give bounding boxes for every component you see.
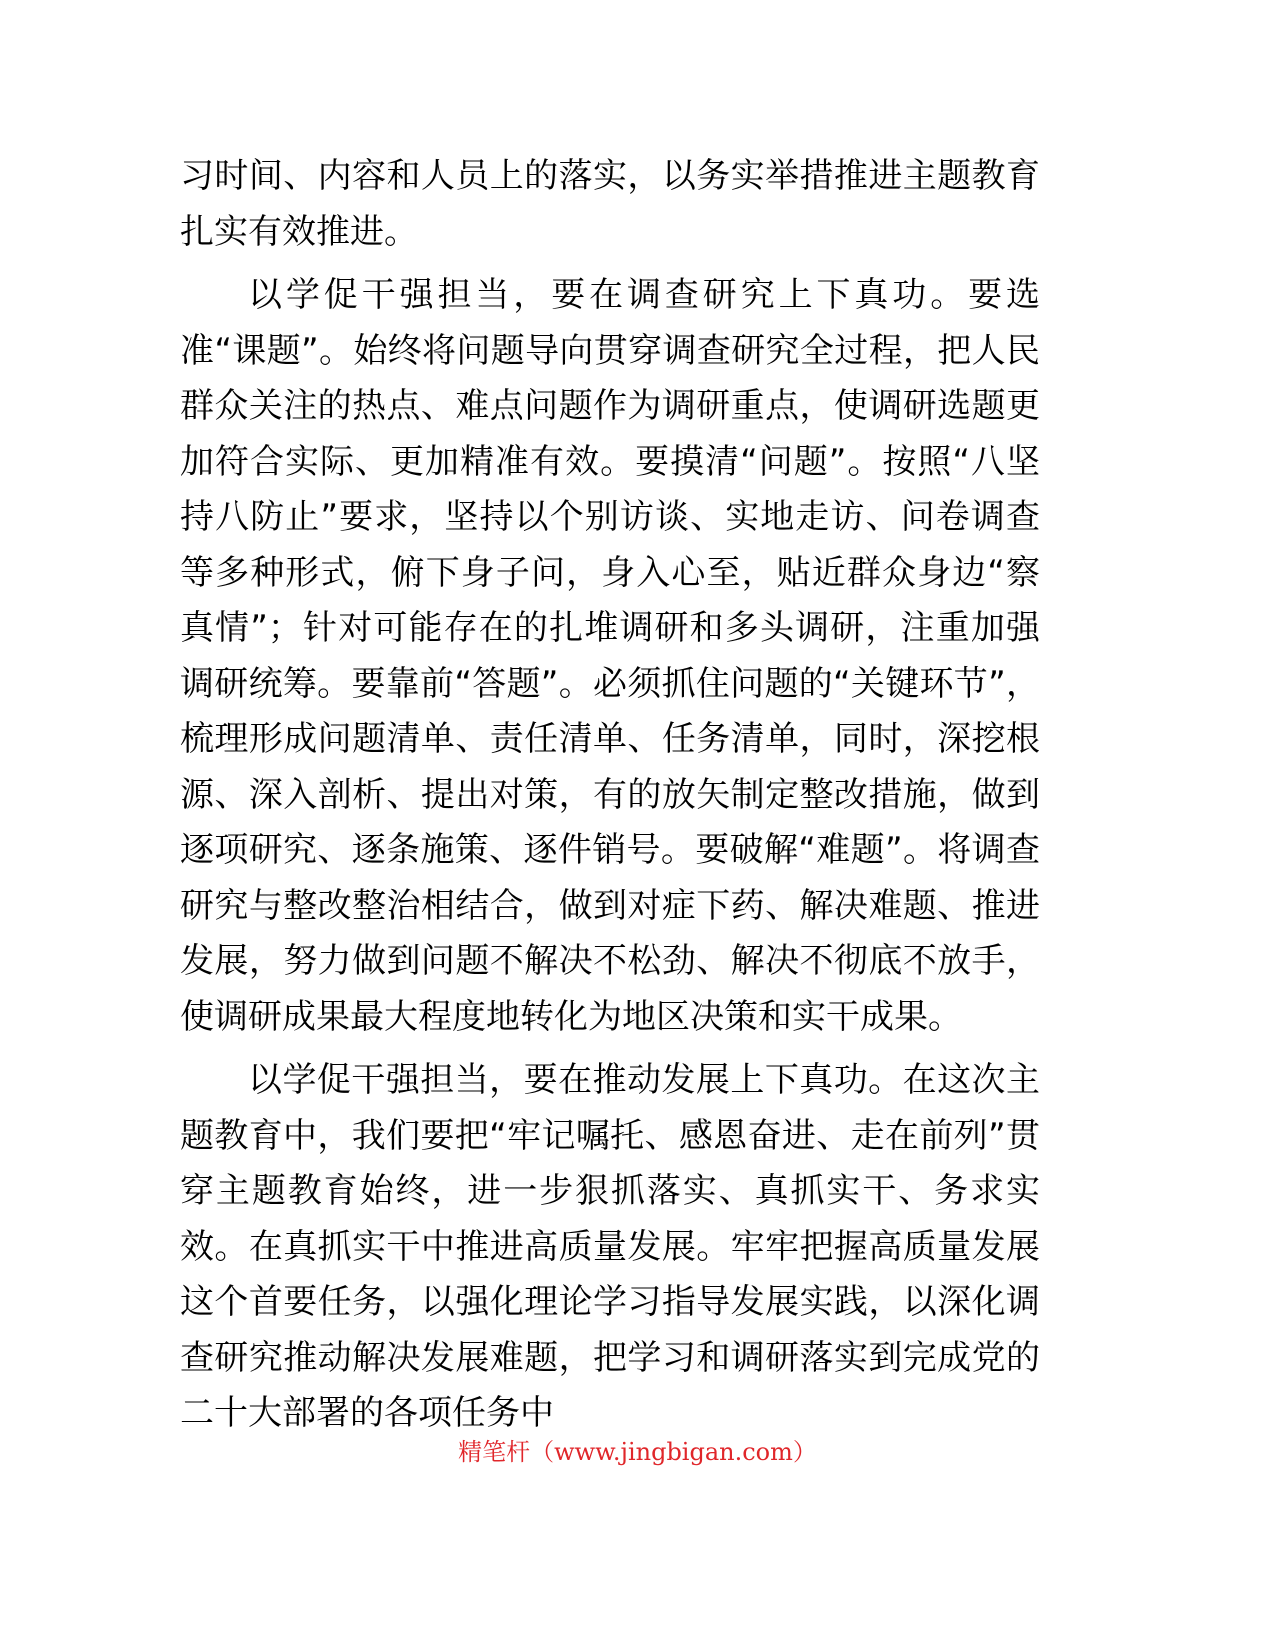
paragraph-3: 以学促干强担当，要在推动发展上下真功。在这次主题教育中，我们要把“牢记嘱托、感恩奋进、走在前列”贯穿主题教育始终，进一步狠抓落实、真抓实干、务求实效。在真抓实干中推进高质量发展。牢牢把握高质量发展这个首要任务，以强化理论学习指导发展实践，以深化调查研究推动解决发展难题，把学习和调研落实到完成党的二十大部署的各项任务中 xyxy=(180,1060,1040,1433)
paragraph-2: 以学促干强担当，要在调查研究上下真功。要选准“课题”。始终将问题导向贯穿调查研究全过程，把人民群众关注的热点、难点问题作为调研重点，使调研选题更加符合实际、更加精准有效。要摸清“问题”。按照“八坚持八防止”要求，坚持以个别访谈、实地走访、问卷调查等多种形式，俯下身子问，身入心至，贴近群众身边“察真情”；针对可能存在的扎堆调研和多头调研，注重加强调研统筹。要靠前“答题”。必须抓住问题的“关键环节”，梳理形成问题清单、责任清单、任务清单，同时，深挖根源、深入剖析、提出对策，有的放矢制定整改措施，做到逐项研究、逐条施策、逐件销号。要破解“难题”。将调查研究与整改整治相结合，做到对症下药、解决难题、推进发展，努力做到问题不解决不松劲、解决不彻底不放手，使调研成果最大程度地转化为地区决策和实干成果。 xyxy=(180,275,1040,1037)
paragraph-1: 习时间、内容和人员上的落实，以务实举措推进主题教育扎实有效推进。 xyxy=(180,156,1040,252)
document-body xyxy=(180,149,1040,1442)
footer-watermark: 精笔杆（www.jingbigan.com） xyxy=(458,1438,817,1466)
